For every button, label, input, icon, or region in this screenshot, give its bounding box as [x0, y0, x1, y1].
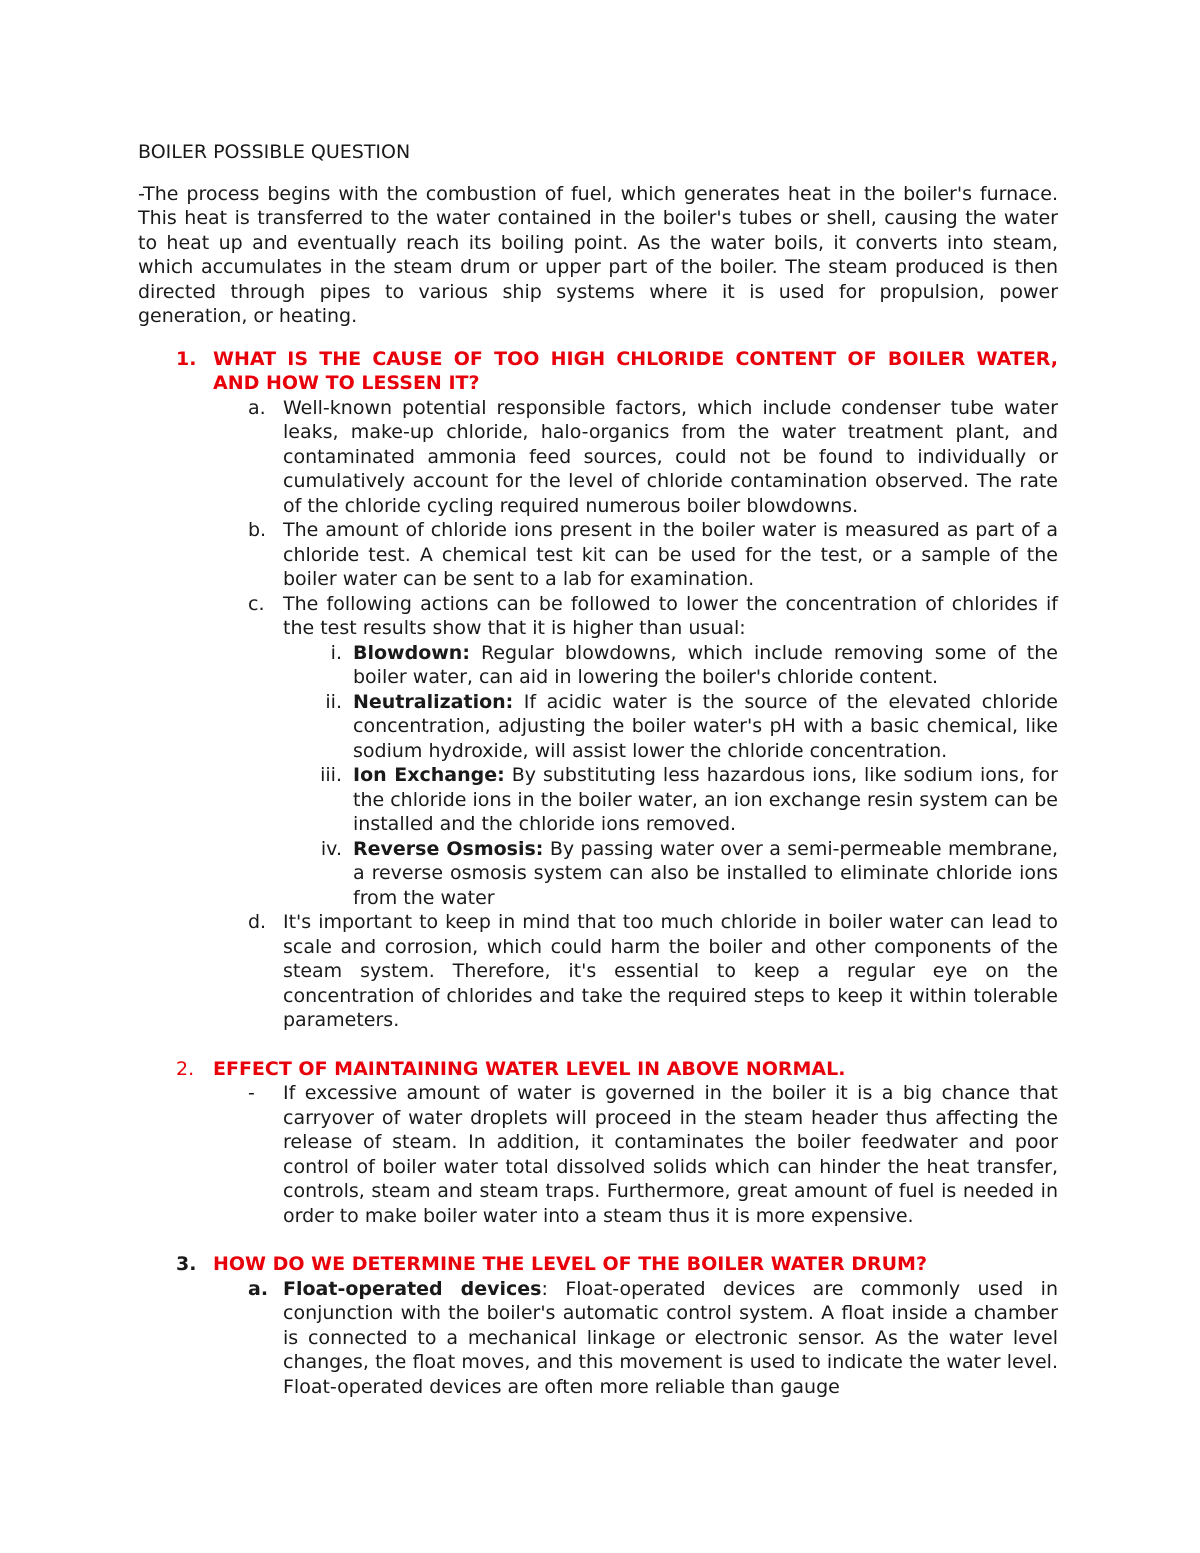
question-1-number: 1.	[176, 347, 197, 370]
question-2-number: 2.	[176, 1057, 195, 1080]
subitem-term: Neutralization:	[353, 690, 514, 713]
subitem-term: Ion Exchange:	[353, 764, 505, 786]
question-1-heading	[138, 347, 1058, 396]
question-3-item-a	[138, 1277, 1058, 1400]
item-text: : Float-operated devices are commonly used in conjunction with the boiler's automatic control system. A float inside a chamber is connected to a mechanical linkage or electronic sensor. As the water level changes, the float moves, and this movement is used to indicate the water level. Float-operated devices are often more reliable than gauge	[283, 1277, 1059, 1398]
question-1-item-c	[138, 592, 1058, 641]
subitem-text: By passing water over a semi-permeable membrane, a reverse osmosis system can also be installed to eliminate chloride ions from the water	[353, 837, 1059, 909]
question-1-text: WHAT IS THE CAUSE OF TOO HIGH CHLORIDE CONTENT OF BOILER WATER, AND HOW TO LESSEN IT?	[213, 347, 1058, 394]
question-2	[138, 1057, 1058, 1229]
question-2-text: EFFECT OF MAINTAINING WATER LEVEL IN ABOVE NORMAL.	[213, 1057, 846, 1080]
question-3-heading	[138, 1252, 1058, 1277]
question-2-answer	[138, 1081, 1058, 1228]
item-marker: a.	[248, 1277, 269, 1300]
question-3-number: 3.	[176, 1253, 197, 1275]
question-1-item-b	[138, 518, 1058, 592]
question-2-heading	[138, 1057, 1058, 1082]
subitem-text: By substituting less hazardous ions, like sodium ions, for the chloride ions in the boiler water, an ion exchange resin system can be installed and the chloride ions removed.	[353, 764, 1058, 835]
item-marker: d.	[248, 911, 267, 933]
subitem-marker: iv.	[320, 837, 342, 860]
document-title: BOILER POSSIBLE QUESTION	[138, 141, 411, 163]
subitem-text: If acidic water is the source of the elevated chloride concentration, adjusting the boiler water's pH with a basic chemical, like sodium hydroxide, will assist lower the chloride concentration.	[353, 690, 1058, 762]
item-marker: a.	[248, 396, 266, 419]
spacer	[138, 1228, 1058, 1252]
question-1-item-a	[138, 396, 1058, 519]
question-3	[138, 1252, 1058, 1399]
item-marker: b.	[248, 519, 267, 541]
subitem-term: Reverse Osmosis:	[353, 837, 544, 860]
subitem-marker: i.	[330, 641, 342, 664]
question-1-subitem-i	[138, 641, 1058, 690]
subitem-marker: iii.	[320, 764, 342, 786]
answer-text: If excessive amount of water is governed in the boiler it is a big chance that carryover of water droplets will proceed in the steam header thus affecting the release of steam. In addition, it contaminates the boiler feedwater and poor control of boiler water total dissolved solids which can hinder the heat transfer, controls, steam and steam traps. Furthermore, great amount of fuel is needed in order to make boiler water into a steam thus it is more expensive.	[283, 1082, 1058, 1227]
dash-marker: -	[248, 1082, 255, 1104]
question-1	[138, 347, 1058, 1033]
subitem-marker: ii.	[325, 690, 342, 713]
subitem-text: Regular blowdowns, which include removing some of the boiler water, can aid in lowering the boiler's chloride content.	[353, 641, 1058, 688]
item-text: Well-known potential responsible factors, which include condenser tube water leaks, make-up chloride, halo-organics from the water treatment plant, and contaminated ammonia feed sources, could not be found to individually or cumulatively account for the level of chloride contamination observed. The rate of the chloride cycling required numerous boiler blowdowns.	[283, 396, 1058, 517]
intro-paragraph: -The process begins with the combustion of fuel, which generates heat in the boiler's furnace. This heat is transferred to the water contained in the boiler's tubes or shell, causing the water to heat up and eventually reach its boiling point. As the water boils, it converts into steam, which accumulates in the steam drum or upper part of the boiler. The steam produced is then directed through pipes to various ship systems where it is used for propulsion, power generation, or heating.	[138, 182, 1058, 327]
subitem-term: Blowdown:	[353, 641, 470, 664]
item-marker: c.	[248, 592, 265, 615]
item-term: Float-operated devices	[283, 1277, 542, 1300]
question-1-subitem-ii	[138, 690, 1058, 764]
item-text: The following actions can be followed to lower the concentration of chlorides if the test results show that it is higher than usual:	[283, 592, 1058, 639]
item-text: It's important to keep in mind that too much chloride in boiler water can lead to scale and corrosion, which could harm the boiler and other components of the steam system. Therefore, it's essential to keep a regular eye on the concentration of chlorides and take the required steps to keep it within tolerable parameters.	[283, 911, 1058, 1031]
item-text: The amount of chloride ions present in the boiler water is measured as part of a chloride test. A chemical test kit can be used for the test, or a sample of the boiler water can be sent to a lab for examination.	[283, 519, 1058, 590]
question-1-subitem-iv	[138, 837, 1058, 911]
document-page	[138, 140, 1058, 1399]
question-1-subitem-iii	[138, 763, 1058, 837]
spacer	[138, 1033, 1058, 1057]
question-3-text: HOW DO WE DETERMINE THE LEVEL OF THE BOILER WATER DRUM?	[213, 1253, 927, 1275]
question-1-item-d	[138, 910, 1058, 1033]
